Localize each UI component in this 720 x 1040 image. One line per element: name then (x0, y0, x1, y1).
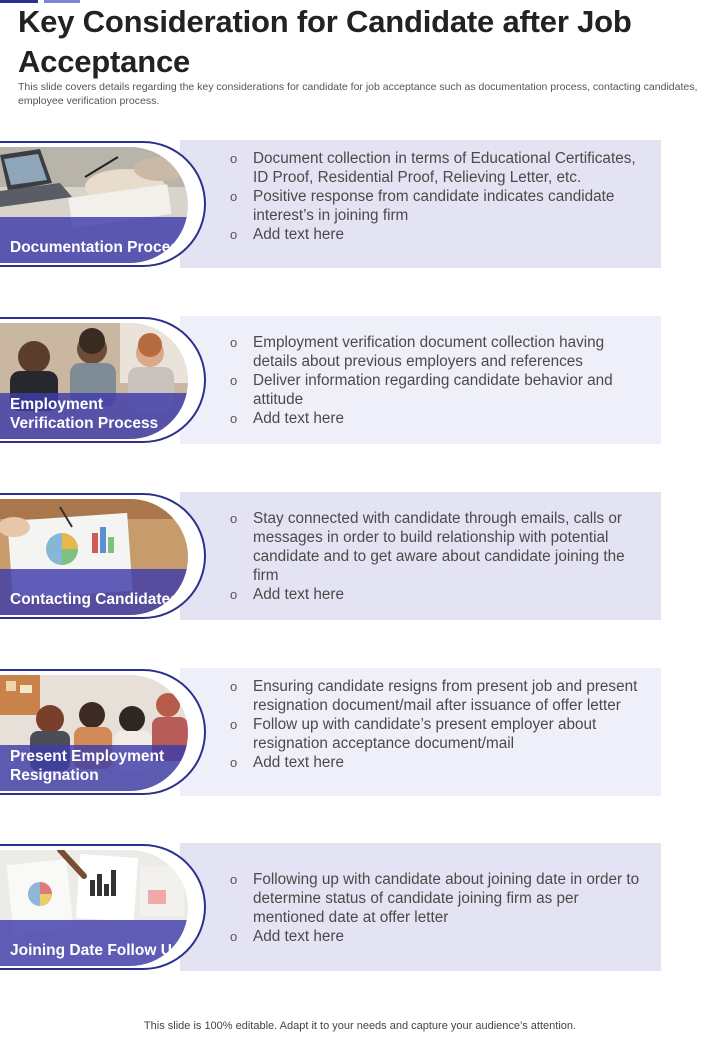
section-image-frame (0, 669, 206, 795)
bullet-item: o Following up with candidate about joining date in order to determine status of candidate joining firm as per mentioned date at offer letter (230, 871, 640, 926)
section-label: Contacting Candidates (10, 591, 179, 608)
bullet-item: o Employment verification document collection having details about previous employers and references (230, 334, 605, 370)
bullet-panel (180, 492, 661, 620)
footer-note: This slide is 100% editable. Adapt it to your needs and capture your audience’s attention. (143, 1020, 577, 1032)
bullet-item: o Deliver information regarding candidate behavior and attitude (230, 372, 613, 408)
section-employment-verification (0, 316, 720, 446)
bullet-marker-icon: o (230, 227, 238, 242)
bullet-marker-icon: o (230, 189, 238, 204)
section-image-frame (0, 493, 206, 619)
bullet-list (230, 677, 640, 772)
bullet-marker-icon: o (230, 587, 238, 602)
bullet-item: o Add text here (230, 754, 344, 771)
section-image-frame (0, 141, 206, 267)
bullet-item: o Add text here (230, 586, 344, 603)
section-label: Joining Date Follow Up (10, 942, 182, 959)
section-joining-date-follow-up (0, 843, 720, 973)
bullet-item: o Ensuring candidate resigns from present job and present resignation document/mail after issuance of offer letter (230, 678, 638, 714)
bullet-list (230, 333, 640, 428)
bullet-item: o Document collection in terms of Educational Certificates, ID Proof, Residential Proof, Relieving Letter, etc. (230, 150, 636, 186)
page-title: Key Consideration for Candidate after Job Acceptance (18, 4, 632, 79)
bullet-marker-icon: o (230, 717, 238, 732)
section-label: Present Employment Resignation (10, 748, 165, 784)
section-image-frame (0, 317, 206, 443)
bullet-marker-icon: o (230, 511, 238, 526)
bullet-list (230, 149, 640, 244)
bullet-item: o Stay connected with candidate through emails, calls or messages in order to build relationship with potential candidate and to get aware about candidate joining the firm (230, 510, 625, 584)
bullet-panel (180, 843, 661, 971)
section-label: Employment Verification Process (10, 396, 159, 432)
bullet-marker-icon: o (230, 335, 238, 350)
bullet-marker-icon: o (230, 411, 238, 426)
bullet-marker-icon: o (230, 679, 238, 694)
bullet-marker-icon: o (230, 755, 238, 770)
bullet-item: o Add text here (230, 410, 344, 427)
page-subtitle: This slide covers details regarding the key considerations for candidate for job acceptance such as documentation process, contacting candidates, employee verification process. (18, 81, 698, 107)
section-label: Documentation Process (10, 239, 188, 256)
bullet-marker-icon: o (230, 872, 238, 887)
bullet-item: o Positive response from candidate indicates candidate interest’s in joining firm (230, 188, 615, 224)
bullet-panel (180, 668, 661, 796)
bullet-item: o Follow up with candidate’s present employer about resignation acceptance document/mail (230, 716, 597, 752)
bullet-marker-icon: o (230, 929, 238, 944)
bullet-item: o Add text here (230, 928, 344, 945)
bullet-list (230, 509, 640, 604)
bullet-panel (180, 140, 661, 268)
bullet-list (230, 870, 640, 946)
section-image-frame (0, 844, 206, 970)
bullet-marker-icon: o (230, 151, 238, 166)
bullet-item: o Add text here (230, 226, 344, 243)
bullet-marker-icon: o (230, 373, 238, 388)
bullet-panel (180, 316, 661, 444)
section-documentation-process (0, 140, 720, 270)
section-contacting-candidates (0, 492, 720, 622)
section-present-employment-resignation (0, 668, 720, 798)
